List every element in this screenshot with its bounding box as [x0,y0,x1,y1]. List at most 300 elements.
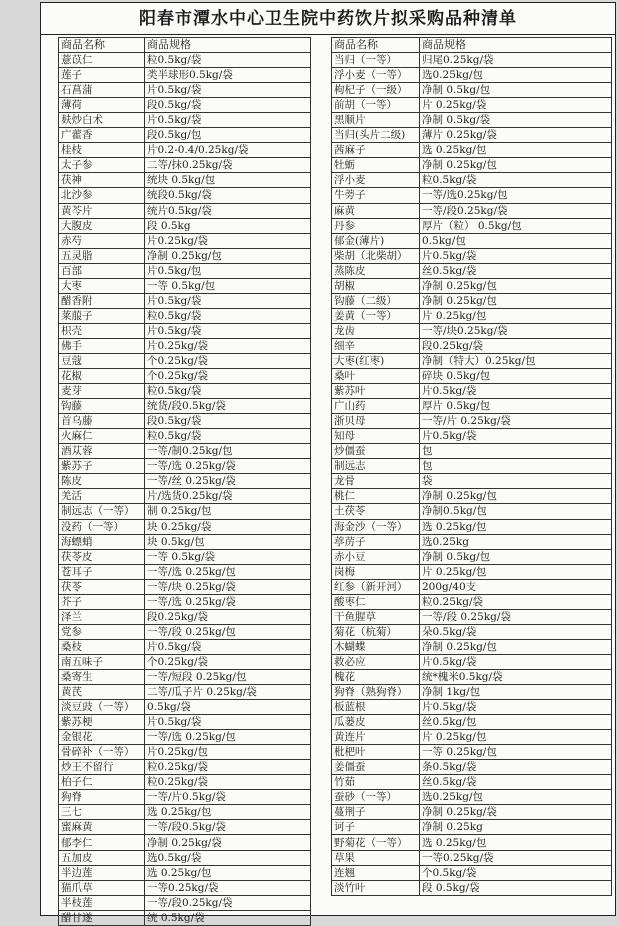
table-row [332,609,612,624]
product-spec: 片0.5kg/袋 [145,323,311,338]
product-name: 桃仁 [332,489,420,504]
product-name: 红参（新开河） [332,579,420,594]
document-page [40,2,616,924]
product-name: 槐花 [332,669,420,684]
header-name: 商品名称 [59,38,145,53]
product-spec: 粒0.5kg/袋 [145,384,311,399]
table-row [332,715,612,730]
product-name: 龙齿 [332,323,420,338]
table-row [59,353,311,368]
product-name: 五加皮 [59,850,145,865]
product-spec: 200g/40支 [420,579,612,594]
table-row [59,880,311,895]
right-table [331,37,612,896]
table-row [59,384,311,399]
product-spec: 粒0.5kg/袋 [145,308,311,323]
product-name: 钩藤 [59,399,145,414]
product-name: 泽兰 [59,609,145,624]
table-row [332,53,612,68]
table-row [59,685,311,700]
product-name: 知母 [332,429,420,444]
product-spec: 归尾0.25kg/袋 [420,53,612,68]
product-spec: 选0.25kg/包 [420,68,612,83]
product-spec: 一等/片0.5kg/袋 [145,790,311,805]
product-name: 火麻仁 [59,429,145,444]
table-row [59,83,311,98]
table-row [59,263,311,278]
table-row [59,278,311,293]
product-spec: 片0.25kg/包 [145,745,311,760]
table-row [59,534,311,549]
product-name: 麸炒白术 [59,113,145,128]
product-spec: 二等/抹0.25kg/袋 [145,158,311,173]
product-name: 丹参 [332,218,420,233]
table-row [332,158,612,173]
product-spec: 选 0.25kg/包 [420,519,612,534]
product-name: 芥子 [59,594,145,609]
table-row [59,790,311,805]
product-name: 太子参 [59,158,145,173]
product-name: 莱菔子 [59,308,145,323]
table-row [332,639,612,654]
product-spec: 一等/段0.25kg/袋 [145,895,311,910]
product-name: 蔓荆子 [332,805,420,820]
product-spec: 粒0.25kg/袋 [145,775,311,790]
table-row [332,203,612,218]
table-row [332,353,612,368]
product-spec: 一等 0.5kg/包 [145,278,311,293]
table-row [332,669,612,684]
table-row [332,790,612,805]
product-name: 浮小麦 [332,173,420,188]
table-row [59,594,311,609]
product-name: 豆蔻 [59,353,145,368]
product-name: 黑顺片 [332,113,420,128]
table-row [332,173,612,188]
product-spec: 个0.5kg/袋 [420,865,612,880]
table-row [332,308,612,323]
product-name: 瓜蒌皮 [332,715,420,730]
product-spec: 净制 0.25kg/袋 [145,835,311,850]
table-row [332,338,612,353]
product-name: 牛蒡子 [332,188,420,203]
product-spec: 净制 0.25kg/包 [145,248,311,263]
product-name: 土茯苓 [332,504,420,519]
product-spec: 段 0.5kg/袋 [420,880,612,895]
product-spec: 丝0.5kg/包 [420,715,612,730]
table-row [59,128,311,143]
product-name: 赤芍 [59,233,145,248]
product-spec: 统段0.5kg/袋 [145,188,311,203]
table-row [332,730,612,745]
product-name: 蜜麻黄 [59,820,145,835]
product-name: 海螵蛸 [59,534,145,549]
table-row [332,700,612,715]
product-spec: 一等/选 0.25kg/袋 [145,594,311,609]
product-name: 炒僵蚕 [332,444,420,459]
document-title: 阳春市潭水中心卫生院中药饮片拟采购品种清单 [41,3,615,35]
product-name: 龙骨 [332,474,420,489]
product-spec: 个0.25kg/袋 [145,369,311,384]
product-spec: 片 0.25kg/包 [420,730,612,745]
product-name: 桑枝 [59,639,145,654]
product-spec: 包 [420,444,612,459]
product-name: 淡竹叶 [332,880,420,895]
product-spec: 选 0.25kg/包 [420,143,612,158]
product-spec: 统块 0.5kg/包 [145,173,311,188]
product-spec: 朵0.5kg/袋 [420,624,612,639]
table-row [332,865,612,880]
table-row [332,188,612,203]
product-name: 桑叶 [332,369,420,384]
product-name: 黄芪 [59,685,145,700]
table-header [332,38,612,53]
table-row [332,835,612,850]
product-name: 浮小麦（一等） [332,68,420,83]
table-row [59,338,311,353]
product-spec: 粒0.5kg/袋 [145,53,311,68]
product-name: 牡蛎 [332,158,420,173]
product-spec: 片0.5kg/包 [145,263,311,278]
product-name: 酸枣仁 [332,594,420,609]
table-row [59,459,311,474]
product-name: 黄芩片 [59,203,145,218]
product-spec: 段0.5kg/袋 [145,414,311,429]
table-row [332,444,612,459]
table-row [332,805,612,820]
product-name: 羌活 [59,489,145,504]
product-spec: 一等/段0.5kg/袋 [145,820,311,835]
product-spec: 片0.5kg/袋 [145,639,311,654]
product-spec: 一等/片 0.25kg/袋 [420,414,612,429]
table-row [332,654,612,669]
table-row [59,173,311,188]
table-row [59,835,311,850]
product-name: 蒸陈皮 [332,263,420,278]
product-name: 首乌藤 [59,414,145,429]
table-row [59,895,311,910]
table-row [332,429,612,444]
product-spec: 片/选货0.25kg/袋 [145,489,311,504]
product-spec: 统货/段0.5kg/袋 [145,399,311,414]
product-name: 岗梅 [332,564,420,579]
product-spec: 净制 0.5kg/包 [420,549,612,564]
table-row [59,609,311,624]
product-name: 炒王不留行 [59,760,145,775]
product-name: 竹茹 [332,775,420,790]
product-spec: 选0.5kg/袋 [145,850,311,865]
product-spec: 段 0.5kg [145,218,311,233]
product-spec: 一等0.25kg/袋 [145,880,311,895]
table-row [59,158,311,173]
product-name: 枳壳 [59,323,145,338]
product-spec: 片0.5kg/袋 [145,113,311,128]
table-row [59,68,311,83]
table-row [332,263,612,278]
product-spec: 片0.25kg/袋 [145,338,311,353]
table-row [332,579,612,594]
table-row [332,745,612,760]
table-row [59,639,311,654]
product-spec: 制 0.25kg/包 [145,504,311,519]
product-name: 当归(头片二级) [332,128,420,143]
product-spec: 片0.5kg/袋 [420,248,612,263]
table-row [332,549,612,564]
table-row [59,805,311,820]
product-spec: 净制 0.25kg/袋 [420,805,612,820]
table-row [59,745,311,760]
product-spec: 丝0.5kg/袋 [420,775,612,790]
product-spec: 片0.5kg/袋 [420,384,612,399]
table-row [59,143,311,158]
product-spec: 片0.5kg/袋 [420,429,612,444]
product-spec: 个0.25kg/袋 [145,353,311,368]
table-row [59,624,311,639]
table-header [59,38,311,53]
product-spec: 一等/选 0.25kg/袋 [145,459,311,474]
table-row [332,399,612,414]
product-name: 桑寄生 [59,669,145,684]
table-row [59,308,311,323]
product-spec: 丝0.5kg/袋 [420,263,612,278]
product-name: 紫苏叶 [332,384,420,399]
table-row [332,323,612,338]
product-name: 酒苁蓉 [59,444,145,459]
product-spec: 一等/块0.25kg/袋 [420,323,612,338]
product-name: 木蝴蝶 [332,639,420,654]
product-name: 野菊花（一等） [332,835,420,850]
table-row [59,775,311,790]
product-name: 苍耳子 [59,564,145,579]
table-row [332,504,612,519]
table-row [59,700,311,715]
product-spec: 片0.2-0.4/0.25kg/袋 [145,143,311,158]
product-name: 蚕砂（一等） [332,790,420,805]
product-spec: 一等 0.25kg/包 [420,745,612,760]
table-row [59,53,311,68]
product-spec: 粒0.25kg/袋 [145,760,311,775]
product-name: 五灵脂 [59,248,145,263]
product-spec: 净制0.5kg/包 [420,504,612,519]
table-row [59,654,311,669]
product-name: 干鱼腥草 [332,609,420,624]
product-spec: 条0.5kg/袋 [420,760,612,775]
product-spec: 净制 0.25kg [420,820,612,835]
product-spec: 段0.5kg/袋 [145,98,311,113]
table-row [332,594,612,609]
product-spec: 一等 0.5kg/袋 [145,549,311,564]
product-spec: 选 0.25kg/包 [145,865,311,880]
product-name: 柏子仁 [59,775,145,790]
table-row [332,384,612,399]
product-name: 当归（一等） [332,53,420,68]
product-spec: 0.5kg/包 [420,233,612,248]
table-row [59,203,311,218]
table-row [59,489,311,504]
product-spec: 二等/瓜子片 0.25kg/袋 [145,685,311,700]
product-name: 茯苓 [59,579,145,594]
product-name: 骨碎补（一等） [59,745,145,760]
table-row [332,624,612,639]
product-name: 广藿香 [59,128,145,143]
table-row [332,519,612,534]
product-name: 柴胡（北柴胡） [332,248,420,263]
left-table [58,37,311,926]
product-spec: 片 0.25kg/包 [420,308,612,323]
product-spec: 一等/选 0.25kg/包 [145,564,311,579]
product-spec: 包 [420,459,612,474]
product-spec: 个0.25kg/袋 [145,654,311,669]
product-name: 花椒 [59,369,145,384]
table-row [59,188,311,203]
product-spec: 薄片 0.25kg/袋 [420,128,612,143]
table-row [59,579,311,594]
table-row [332,369,612,384]
product-name: 金银花 [59,730,145,745]
product-name: 茯苓皮 [59,549,145,564]
product-spec: 一等0.25kg/袋 [420,850,612,865]
product-spec: 净制 0.25kg/包 [420,158,612,173]
product-name: 淡豆豉（一等） [59,700,145,715]
product-name: 赤小豆 [332,549,420,564]
table-row [59,549,311,564]
product-spec: 片0.5kg/袋 [420,700,612,715]
product-spec: 选 0.25kg/包 [145,805,311,820]
table-row [59,323,311,338]
product-name: 诃子 [332,820,420,835]
table-row [59,399,311,414]
product-name: 郁李仁 [59,835,145,850]
product-name: 麻黄 [332,203,420,218]
product-spec: 统 0.5kg/袋 [145,910,311,925]
product-spec: 粒0.5kg/袋 [145,429,311,444]
table-row [59,820,311,835]
table-row [332,98,612,113]
table-row [59,414,311,429]
product-spec: 选0.25kg [420,534,612,549]
product-name: 薄荷 [59,98,145,113]
table-row [59,910,311,925]
product-spec: 净制 1kg/包 [420,685,612,700]
product-name: 没药（一等） [59,519,145,534]
product-name: 佛手 [59,338,145,353]
product-name: 海金沙（一等） [332,519,420,534]
table-row [59,669,311,684]
table-row [59,218,311,233]
product-name: 草果 [332,850,420,865]
product-spec: 统片0.5kg/袋 [145,203,311,218]
table-row [59,233,311,248]
product-name: 葶苈子 [332,534,420,549]
product-name: 半枝莲 [59,895,145,910]
product-spec: 一等/块 0.25kg/袋 [145,579,311,594]
table-row [332,233,612,248]
product-name: 大枣 [59,278,145,293]
product-name: 南五味子 [59,654,145,669]
product-name: 石菖蒲 [59,83,145,98]
product-name: 猫爪草 [59,880,145,895]
table-row [332,128,612,143]
table-row [59,504,311,519]
product-name: 细辛 [332,338,420,353]
product-spec: 净制（特大）0.25kg/包 [420,353,612,368]
product-spec: 段0.5kg/包 [145,128,311,143]
table-row [332,68,612,83]
product-spec: 净制 0.5kg/包 [420,83,612,98]
table-row [332,218,612,233]
product-name: 钩藤（二级） [332,293,420,308]
product-name: 胡椒 [332,278,420,293]
product-name: 三七 [59,805,145,820]
product-name: 茯神 [59,173,145,188]
product-name: 北沙参 [59,188,145,203]
table-row [332,414,612,429]
table-row [59,113,311,128]
table-row [59,98,311,113]
product-name: 制远志（一等） [59,504,145,519]
table-row [59,293,311,308]
product-spec: 碎块 0.5kg/包 [420,369,612,384]
product-name: 薏苡仁 [59,53,145,68]
header-spec: 商品规格 [145,38,311,53]
table-row [59,444,311,459]
product-spec: 粒0.25kg/袋 [420,594,612,609]
product-name: 醋甘遂 [59,910,145,925]
table-row [59,474,311,489]
table-row [332,474,612,489]
product-name: 半边莲 [59,865,145,880]
product-spec: 类半球形0.5kg/袋 [145,68,311,83]
table-row [59,715,311,730]
table-row [59,519,311,534]
product-name: 莲子 [59,68,145,83]
product-name: 制远志 [332,459,420,474]
table-row [332,685,612,700]
product-spec: 段0.25kg/袋 [420,338,612,353]
product-spec: 一等/选 0.25kg/包 [145,730,311,745]
product-spec: 净制 0.25kg/包 [420,293,612,308]
product-name: 菊花（杭菊） [332,624,420,639]
table-row [59,865,311,880]
product-spec: 选 0.25kg/包 [420,835,612,850]
table-row [59,248,311,263]
table-row [59,730,311,745]
product-name: 狗脊 [59,790,145,805]
product-name: 麦芽 [59,384,145,399]
table-row [332,248,612,263]
product-name: 紫苏子 [59,459,145,474]
product-spec: 片0.5kg/袋 [145,83,311,98]
product-spec: 片0.25kg/袋 [145,233,311,248]
product-spec: 净制 0.5kg/袋 [420,113,612,128]
header-name: 商品名称 [332,38,420,53]
table-row [332,820,612,835]
product-name: 枇杷叶 [332,745,420,760]
product-name: 醋香附 [59,293,145,308]
table-row [332,278,612,293]
table-row [59,369,311,384]
product-spec: 一等/段 0.25kg/袋 [420,609,612,624]
product-name: 陈皮 [59,474,145,489]
product-name: 百部 [59,263,145,278]
table-row [59,760,311,775]
table-row [59,429,311,444]
product-spec: 一等/选0.25kg/包 [420,188,612,203]
table-row [332,459,612,474]
product-name: 广山药 [332,399,420,414]
product-spec: 一等/丝 0.25kg/袋 [145,474,311,489]
product-spec: 净制 0.25kg/包 [420,639,612,654]
